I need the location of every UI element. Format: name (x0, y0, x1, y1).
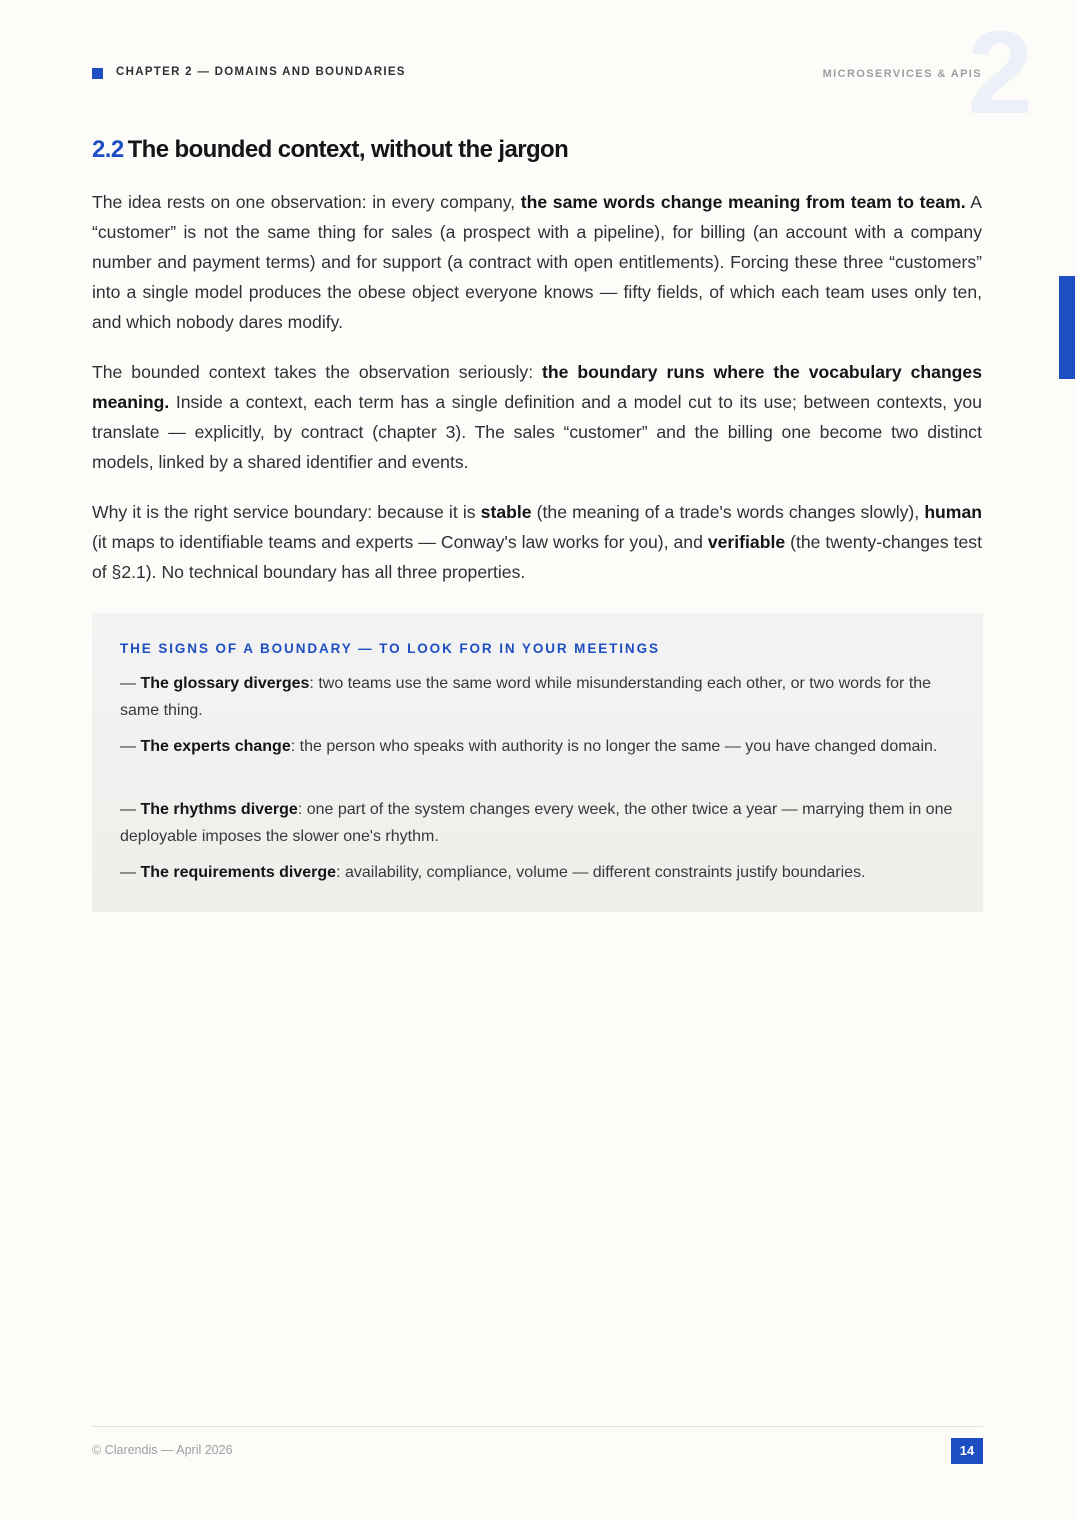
section-title: The bounded context, without the jargon (127, 136, 569, 163)
page-number-badge: 14 (951, 1438, 983, 1464)
chapter-marker-square (92, 68, 103, 79)
paragraph-text: Why it is the right service boundary: because it is (92, 502, 481, 522)
paragraph-text: (it maps to identifiable teams and experts — Conway's law works for you), and (92, 532, 708, 552)
paragraph-text: (the meaning of a trade's words changes slowly), (531, 502, 925, 522)
paragraph-text: (the twenty-changes test of §2.1). No technical boundary has all three properties. (92, 532, 982, 582)
section-heading (92, 136, 568, 164)
callout-item-lead: The glossary diverges (140, 675, 310, 692)
footer-divider (92, 1426, 983, 1427)
callout-title: THE SIGNS OF A BOUNDARY — TO LOOK FOR IN YOUR MEETINGS (120, 641, 660, 656)
callout-item: — The glossary diverges: two teams use the same word while misunderstanding each other, or two words for the same thing. (120, 675, 932, 719)
footer-copyright: © Clarendis — April 2026 (92, 1443, 233, 1457)
body-paragraph-3 (92, 497, 982, 587)
paragraph-text: A “customer” is not the same thing for sales (a prospect with a pipeline), for billing (an account with a company number and payment terms) and for support (a contract with open entitlements). Forcing these three “customers” into a single model produces the obese object everyone knows — fifty fields, of which each team uses only ten, and which nobody dares modify. (92, 192, 983, 332)
paragraph-text: The bounded context takes the observation seriously: (92, 362, 543, 382)
emphasis-text: stable (480, 502, 532, 522)
body-paragraph-2 (92, 357, 982, 477)
emphasis-text: the same words change meaning from team to team. (520, 192, 966, 212)
callout-item: — The experts change: the person who speaks with authority is no longer the same — you have changed domain. (120, 738, 938, 755)
section-number: 2.2 (92, 136, 124, 163)
emphasis-text: human (924, 502, 982, 522)
body-paragraph-1 (92, 187, 982, 337)
callout-item-lead: The experts change (140, 738, 291, 755)
paragraph-text: The idea rests on one observation: in every company, (92, 192, 521, 212)
chapter-edge-tab (1059, 276, 1075, 379)
emphasis-text: verifiable (707, 532, 786, 552)
callout-item: — The requirements diverge: availability, compliance, volume — different constraints justify boundaries. (120, 864, 866, 881)
running-header-book: MICROSERVICES & APIS (822, 68, 982, 80)
callout-item-lead: The rhythms diverge (140, 801, 298, 818)
running-header-chapter: CHAPTER 2 — DOMAINS AND BOUNDARIES (116, 66, 406, 78)
emphasis-text: the boundary runs where the vocabulary changes meaning. (92, 362, 983, 412)
paragraph-text: Inside a context, each term has a single definition and a model cut to its use; between contexts, you translate — explicitly, by contract (chapter 3). The sales “customer” and the billing one become two distinct models, linked by a shared identifier and events. (92, 392, 982, 472)
callout-item: — The rhythms diverge: one part of the system changes every week, the other twice a year — marrying them in one deployable imposes the slower one's rhythm. (120, 801, 953, 845)
chapter-number-watermark: 2 (967, 7, 1029, 139)
callout-item-lead: The requirements diverge (140, 864, 337, 881)
boundary-signs-callout (92, 613, 983, 912)
